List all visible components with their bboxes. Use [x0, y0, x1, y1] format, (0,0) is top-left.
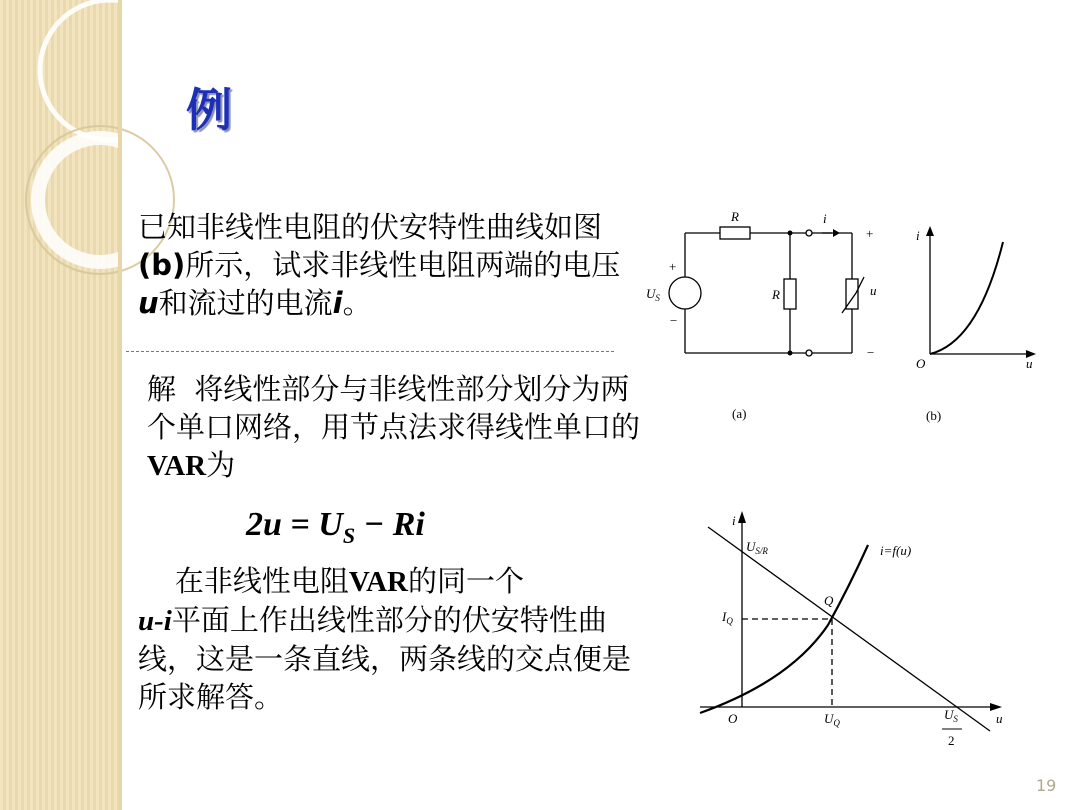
- minus-left: −: [670, 313, 678, 328]
- plus-right: +: [866, 226, 874, 241]
- label-two: 2: [948, 733, 955, 748]
- solution-explanation: [138, 562, 658, 716]
- sidebar-edge: [118, 0, 122, 810]
- var-i: i: [332, 286, 343, 320]
- problem-part-3: 和流过的电流: [158, 286, 333, 320]
- label-i-a: i: [823, 211, 827, 226]
- circuit-diagram-a: [640, 205, 900, 425]
- resistor-mid-icon: [784, 279, 796, 309]
- label-UsR: $U_{S/R}$: [746, 539, 768, 556]
- label-i-c: i: [732, 513, 736, 528]
- expl-part-3: 平面上作出线性部分的伏安特性曲线，这是一条直线，两条线的交点便是所求解答。: [138, 603, 632, 714]
- label-UQ: $U_Q$: [824, 711, 840, 728]
- label-O-c: O: [728, 711, 738, 726]
- solution-part-2: 为: [206, 448, 236, 482]
- expl-part-1: 在非线性电阻: [138, 564, 349, 598]
- expl-part-2: 的同一个: [407, 564, 524, 598]
- label-u-b: u: [1026, 356, 1033, 371]
- var-u: u: [138, 286, 159, 320]
- equation: $2u = U_S - Ri$: [246, 506, 425, 548]
- label-R-top: R: [731, 209, 739, 224]
- characteristic-graph-b: [908, 222, 1038, 422]
- solution-intro: [147, 370, 647, 485]
- expl-ui: u-i: [138, 605, 172, 637]
- problem-figure-ref: (b): [138, 248, 186, 282]
- caption-a: (a): [732, 406, 747, 421]
- page-number: 19: [1036, 776, 1057, 795]
- ring-decoration-icon: [0, 0, 118, 300]
- caption-b: (b): [926, 408, 942, 423]
- problem-statement: [138, 208, 638, 322]
- plus-left: +: [669, 259, 677, 274]
- problem-part-4: 。: [342, 286, 372, 320]
- slide-title: 例: [186, 83, 232, 137]
- voltage-source-icon: [669, 277, 701, 309]
- decorative-sidebar: [0, 0, 118, 810]
- label-O-b: O: [916, 356, 926, 371]
- label-IQ: $I_Q$: [722, 609, 733, 626]
- label-i-b: i: [916, 228, 920, 243]
- problem-part-1: 已知非线性电阻的伏安特性曲线如图: [138, 210, 603, 244]
- minus-right: −: [867, 345, 875, 360]
- problem-part-2: 所示，试求非线性电阻两端的电压: [185, 248, 621, 282]
- load-line-graph: [700, 505, 1020, 760]
- label-Q: Q: [824, 593, 834, 608]
- solution-part-1: 解 将线性部分与非线性部分划分为两个单口网络，用节点法求得线性单口的: [147, 372, 641, 444]
- solution-var: VAR: [147, 450, 207, 482]
- resistor-top-icon: [720, 227, 750, 239]
- label-u-a: u: [870, 283, 877, 298]
- label-Us-half: $U_S$: [944, 707, 958, 724]
- label-u-c: u: [996, 711, 1003, 726]
- label-Us: $U_S$: [646, 286, 660, 303]
- expl-var: VAR: [348, 566, 408, 598]
- label-R-mid: R: [772, 287, 780, 302]
- label-curve: i=f(u): [880, 543, 912, 558]
- divider: [126, 351, 614, 352]
